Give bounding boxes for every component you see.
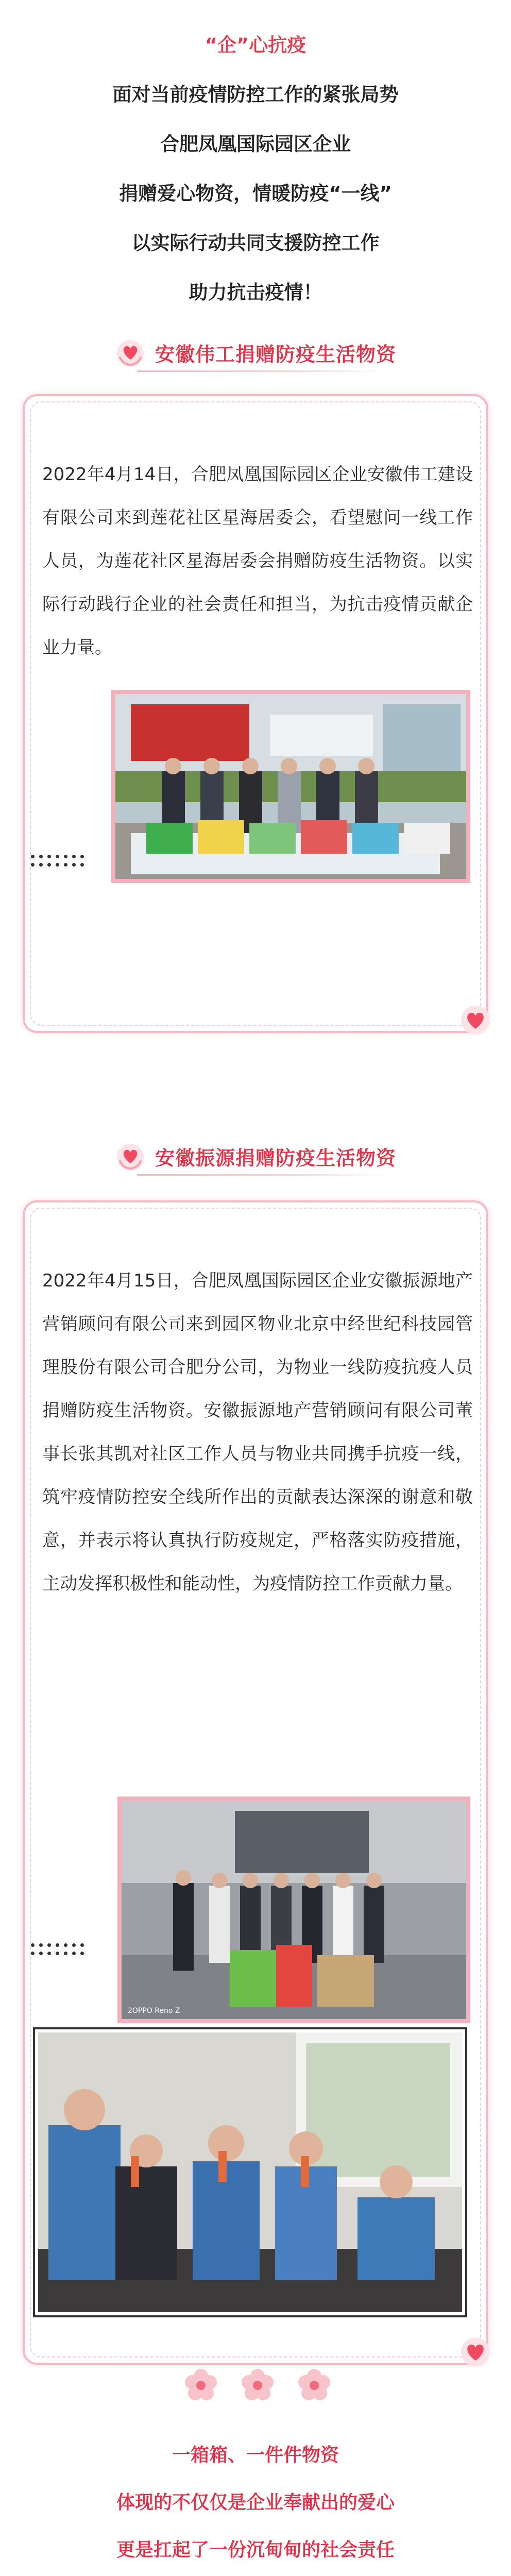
section1-paragraph: 2022年4月14日，合肥凤凰国际园区企业安徽伟工建设有限公司来到莲花社区星海居委会，看望慰问一线工作人员，为莲花社区星海居委会捐赠防疫生活物资。以实际行动践行企业的社会责任和担当，为抗击疫情贡献企业力量。 [42, 464, 473, 658]
outro-line [0, 2574, 511, 2576]
intro-line: 面对当前疫情防控工作的紧张局势 [112, 83, 399, 106]
heart-in-hands-icon [115, 1141, 146, 1172]
blossom-icon [242, 2369, 274, 2400]
volunteers-photo [35, 2029, 465, 2315]
heart-icon [459, 1004, 491, 1036]
donation-photo-1 [111, 690, 470, 883]
heart-in-hands-icon [115, 337, 146, 368]
dot-grid-icon [31, 855, 93, 875]
outro-line: 体现的不仅仅是企业奉献出的爱心 [116, 2492, 395, 2513]
section-title-underline [137, 1174, 389, 1176]
outro-line: 更是扛起了一份沉甸甸的社会责任 [116, 2539, 395, 2561]
dot-grid-icon [31, 1943, 93, 1964]
section-title-2 [101, 1133, 410, 1179]
intro-line: 捐赠爱心物资，情暖防疫“一线” [119, 182, 392, 205]
heart-icon [459, 2336, 491, 2368]
intro-block [0, 21, 511, 317]
intro-line: 以实际行动共同支援防控工作 [131, 232, 380, 254]
intro-line: 合肥凤凰国际园区企业 [160, 133, 351, 155]
section-title-underline [137, 370, 389, 372]
section-title-text: 安徽伟工捐赠防疫生活物资 [155, 343, 396, 366]
blossom-icon [185, 2369, 217, 2400]
content-card-1 [23, 394, 488, 1033]
intro-title: “企”心抗疫 [205, 34, 306, 56]
section-title-1 [101, 330, 410, 375]
outro-line: 一箱箱、一件件物资 [172, 2445, 339, 2466]
section2-paragraph: 2022年4月15日，合肥凤凰国际园区企业安徽振源地产营销顾问有限公司来到园区物业北京中经世纪科技园管理股份有限公司合肥分公司，为物业一线防疫抗疫人员捐赠防疫生活物资。安徽振源地产营销顾问有限公司董事长张其凯对社区工作人员与物业共同携手抗疫一线，筑牢疫情防控安全线所作出的贡献表达深深的谢意和敬意，并表示将认真执行防疫规定，严格落实防疫措施，主动发挥积极性和能动性，为疫情防控工作贡献力量。 [42, 1270, 473, 1594]
outro-block [0, 2432, 511, 2576]
blossom-decoration [175, 2362, 340, 2409]
photo-watermark: 2OPPO Reno Z [128, 2007, 180, 2015]
content-card-2 [23, 1200, 488, 2365]
donation-photo-2 [117, 1797, 470, 2023]
intro-line: 助力抗击疫情！ [189, 281, 322, 303]
section-title-text: 安徽振源捐赠防疫生活物资 [155, 1146, 396, 1170]
blossom-icon [298, 2369, 330, 2400]
